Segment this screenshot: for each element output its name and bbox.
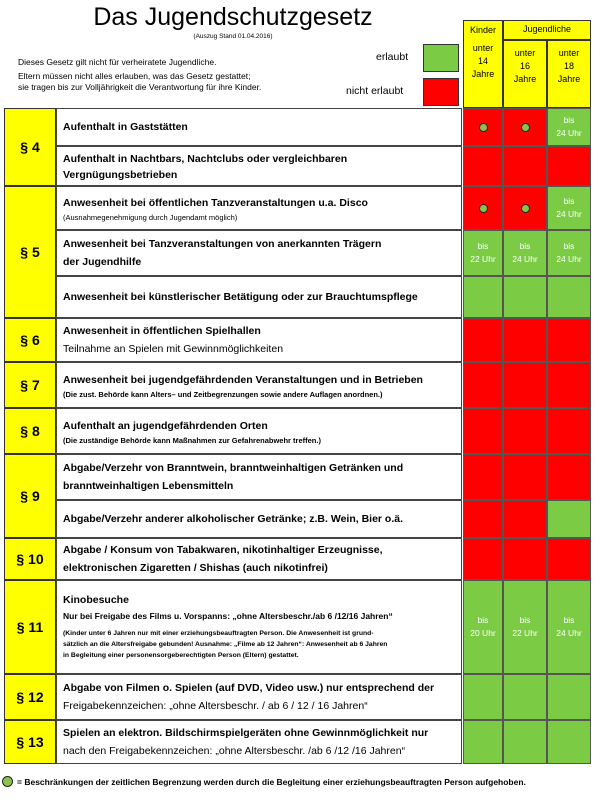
cell-gaststaetten-u16 xyxy=(503,108,547,146)
cell-jugendhilfe-u18: bis 24 Uhr xyxy=(547,230,591,276)
column-header-under-16: unter 16 Jahre xyxy=(503,40,547,108)
note-parents-1: Eltern müssen nicht alles erlauben, was das Gesetz gestattet; xyxy=(18,71,251,81)
note-parents-2: sie tragen bis zur Volljährigkeit die Verantwortung für ihre Kinder. xyxy=(18,82,262,92)
legend-allowed-label: erlaubt xyxy=(376,51,409,63)
row-andere-alkohol: Abgabe/Verzehr anderer alkoholischer Getränke; z.B. Wein, Bier o.ä. xyxy=(56,500,462,538)
section-6: § 6 xyxy=(4,318,56,362)
accompaniment-dot-icon xyxy=(479,123,488,132)
cell-kino-u18: bis 24 Uhr xyxy=(547,580,591,674)
page-subtitle: (Auszug Stand 01.04.2016) xyxy=(193,33,273,40)
cell-branntwein-u14 xyxy=(463,454,503,500)
row-jugendgefaehrdende-orte: Aufenthalt an jugendgefährdenden Orten (Die zuständige Behörde kann Maßnahmen zur Gefahrenabwehr treffen.) xyxy=(56,408,462,454)
cell-bildschirm-u14 xyxy=(463,720,503,764)
row-bildschirmspielgeraete: Spielen an elektron. Bildschirmspielgeräten ohne Gewinnmöglichkeit nur nach den Freigabekennzeichen: „ohne Altersbeschr. /ab 6 /12 /16 Jahren“ xyxy=(56,720,462,764)
cell-nachtbars-u14 xyxy=(463,146,503,186)
cell-spielhallen-u14 xyxy=(463,318,503,362)
cell-veranstaltungen-u14 xyxy=(463,362,503,408)
cell-jugendhilfe-u14: bis 22 Uhr xyxy=(463,230,503,276)
section-11: § 11 xyxy=(4,580,56,674)
cell-bildschirm-u18 xyxy=(547,720,591,764)
cell-tanz-u14 xyxy=(463,186,503,230)
section-4: § 4 xyxy=(4,108,56,186)
cell-gaststaetten-u14 xyxy=(463,108,503,146)
accompaniment-dot-icon xyxy=(479,204,488,213)
accompaniment-dot-icon xyxy=(521,204,530,213)
column-header-under-14: Kinder unter 14 Jahre xyxy=(463,20,503,108)
row-jugendgefaehrdende-veranstaltungen: Anwesenheit bei jugendgefährdenden Veranstaltungen und in Betrieben (Die zust. Behörde kann Alters– und Zeitbegrenzungen sowie andere Auflagen anordnen.) xyxy=(56,362,462,408)
cell-alkohol-u16 xyxy=(503,500,547,538)
column-group-jugendliche: Jugendliche xyxy=(503,20,591,40)
section-9: § 9 xyxy=(4,454,56,538)
cell-alkohol-u18 xyxy=(547,500,591,538)
cell-filme-u16 xyxy=(503,674,547,720)
row-nachtbars: Aufenthalt in Nachtbars, Nachtclubs oder vergleichbaren Vergnügungsbetrieben xyxy=(56,146,462,186)
section-8: § 8 xyxy=(4,408,56,454)
row-tanzveranstaltungen: Anwesenheit bei öffentlichen Tanzveranstaltungen u.a. Disco (Ausnahmegenehmigung durch Jugendamt möglich) xyxy=(56,186,462,230)
section-13: § 13 xyxy=(4,720,56,764)
column-header-under-18: unter 18 Jahre xyxy=(547,40,591,108)
cell-filme-u14 xyxy=(463,674,503,720)
accompaniment-dot-icon xyxy=(2,776,13,787)
row-spielhallen: Anwesenheit in öffentlichen Spielhallen Teilnahme an Spielen mit Gewinnmöglichkeiten xyxy=(56,318,462,362)
row-filme-spiele: Abgabe von Filmen o. Spielen (auf DVD, Video usw.) nur entsprechend der Freigabekennzeichen: „ohne Altersbeschr. / ab 6 / 12 / 16 Jahren“ xyxy=(56,674,462,720)
cell-nachtbars-u16 xyxy=(503,146,547,186)
cell-kino-u14: bis 20 Uhr xyxy=(463,580,503,674)
footer-note: = Beschränkungen der zeitlichen Begrenzung werden durch die Begleitung einer erziehungsbeauftragten Person aufgehoben. xyxy=(2,776,526,787)
row-tabakwaren: Abgabe / Konsum von Tabakwaren, nikotinhaltiger Erzeugnisse, elektronischen Zigaretten / Shishas (auch nikotinfrei) xyxy=(56,538,462,580)
cell-bildschirm-u16 xyxy=(503,720,547,764)
note-married: Dieses Gesetz gilt nicht für verheiratete Jugendliche. xyxy=(18,57,217,67)
accompaniment-dot-icon xyxy=(521,123,530,132)
cell-spielhallen-u16 xyxy=(503,318,547,362)
cell-veranstaltungen-u18 xyxy=(547,362,591,408)
cell-orte-u16 xyxy=(503,408,547,454)
cell-orte-u18 xyxy=(547,408,591,454)
row-kinobesuche: Kinobesuche Nur bei Freigabe des Films u. Vorspanns: „ohne Altersbeschr./ab 6 /12/16 Jahren“ (Kinder unter 6 Jahren nur mit einer erziehungsbeauftragten Person. Die Anwesenheit ist grund- sätzlich an die Altersfreigabe gebunden! Ausnahme: „Filme ab 12 Jahren“: Anwesenheit ab 6 Jahren in Begleitung einer personensorgeberechtigten Person (Eltern) gestattet. xyxy=(56,580,462,674)
cell-orte-u14 xyxy=(463,408,503,454)
section-12: § 12 xyxy=(4,674,56,720)
section-7: § 7 xyxy=(4,362,56,408)
cell-tabak-u16 xyxy=(503,538,547,580)
column-group-kinder: Kinder xyxy=(469,25,496,35)
cell-kino-u16: bis 22 Uhr xyxy=(503,580,547,674)
legend-not-allowed-swatch xyxy=(423,78,459,106)
row-jugendhilfe-tanz: Anwesenheit bei Tanzveranstaltungen von anerkannten Trägern der Jugendhilfe xyxy=(56,230,462,276)
cell-brauchtum-u16 xyxy=(503,276,547,318)
cell-alkohol-u14 xyxy=(463,500,503,538)
row-branntwein: Abgabe/Verzehr von Branntwein, branntweinhaltigen Getränken und branntweinhaltigen Lebensmitteln xyxy=(56,454,462,500)
cell-spielhallen-u18 xyxy=(547,318,591,362)
cell-veranstaltungen-u16 xyxy=(503,362,547,408)
cell-tabak-u14 xyxy=(463,538,503,580)
cell-jugendhilfe-u16: bis 24 Uhr xyxy=(503,230,547,276)
cell-filme-u18 xyxy=(547,674,591,720)
cell-gaststaetten-u18: bis 24 Uhr xyxy=(547,108,591,146)
legend-not-allowed-label: nicht erlaubt xyxy=(346,85,404,97)
legend-allowed-swatch xyxy=(423,44,459,72)
section-10: § 10 xyxy=(4,538,56,580)
cell-brauchtum-u18 xyxy=(547,276,591,318)
cell-tanz-u18: bis 24 Uhr xyxy=(547,186,591,230)
section-5: § 5 xyxy=(4,186,56,318)
cell-tabak-u18 xyxy=(547,538,591,580)
row-gaststaetten: Aufenthalt in Gaststätten xyxy=(56,108,462,146)
cell-tanz-u16 xyxy=(503,186,547,230)
cell-nachtbars-u18 xyxy=(547,146,591,186)
cell-branntwein-u16 xyxy=(503,454,547,500)
row-brauchtum: Anwesenheit bei künstlerischer Betätigung oder zur Brauchtumspflege xyxy=(56,276,462,318)
cell-branntwein-u18 xyxy=(547,454,591,500)
page-title: Das Jugendschutzgesetz xyxy=(93,3,373,31)
cell-brauchtum-u14 xyxy=(463,276,503,318)
